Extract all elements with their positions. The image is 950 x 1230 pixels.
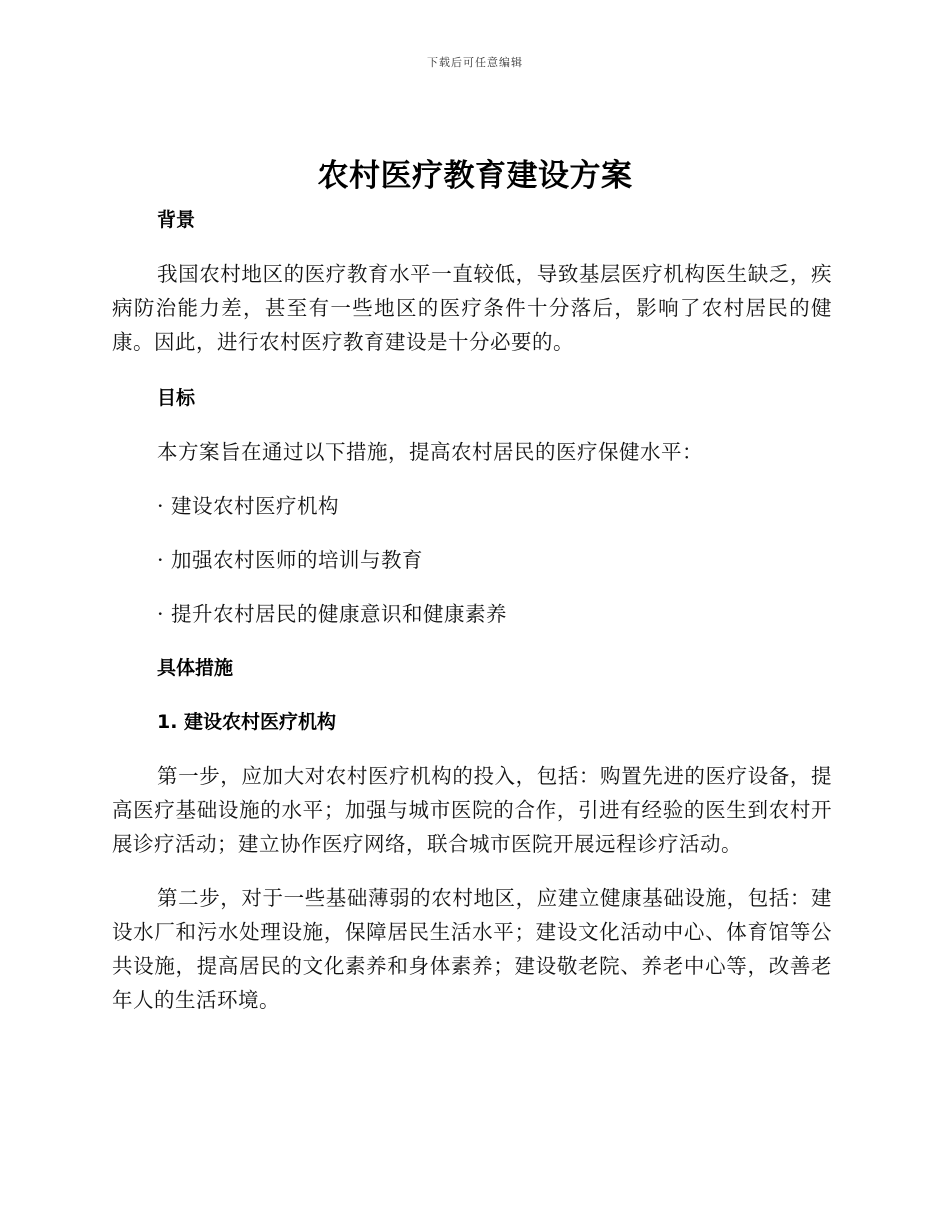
goal-bullet: · 建设农村医疗机构 (157, 494, 340, 518)
document-title: 农村医疗教育建设方案 (317, 158, 633, 194)
section-heading-goals: 目标 (157, 387, 196, 409)
background-paragraph: 我国农村地区的医疗教育水平一直较低，导致基层医疗机构医生缺乏，疾病防治能力差，甚至有一些地区的医疗条件十分落后，影响了农村居民的健康。因此，进行农村医疗教育建设是十分必要的。 (112, 262, 832, 354)
goal-bullet: · 提升农村居民的健康意识和健康素养 (157, 602, 508, 626)
section-heading-background: 背景 (157, 209, 196, 231)
measures-step1-paragraph: 第一步，应加大对农村医疗机构的投入，包括：购置先进的医疗设备，提高医疗基础设施的水平；加强与城市医院的合作，引进有经验的医生到农村开展诊疗活动；建立协作医疗网络，联合城市医院开展远程诊疗活动。 (112, 764, 832, 856)
goal-bullet: · 加强农村医师的培训与教育 (157, 548, 424, 572)
document-body (112, 203, 832, 1017)
header-note: 下载后可任意编辑 (427, 56, 523, 69)
subsection-heading-build-institutions: 1. 建设农村医疗机构 (157, 711, 337, 733)
section-heading-measures: 具体措施 (157, 657, 234, 679)
measures-step2-paragraph: 第二步，对于一些基础薄弱的农村地区，应建立健康基础设施，包括：建设水厂和污水处理设施，保障居民生活水平；建设文化活动中心、体育馆等公共设施，提高居民的文化素养和身体素养；建设敬老院、养老中心等，改善老年人的生活环境。 (112, 886, 832, 1012)
goals-intro: 本方案旨在通过以下措施，提高农村居民的医疗保健水平： (157, 440, 703, 464)
